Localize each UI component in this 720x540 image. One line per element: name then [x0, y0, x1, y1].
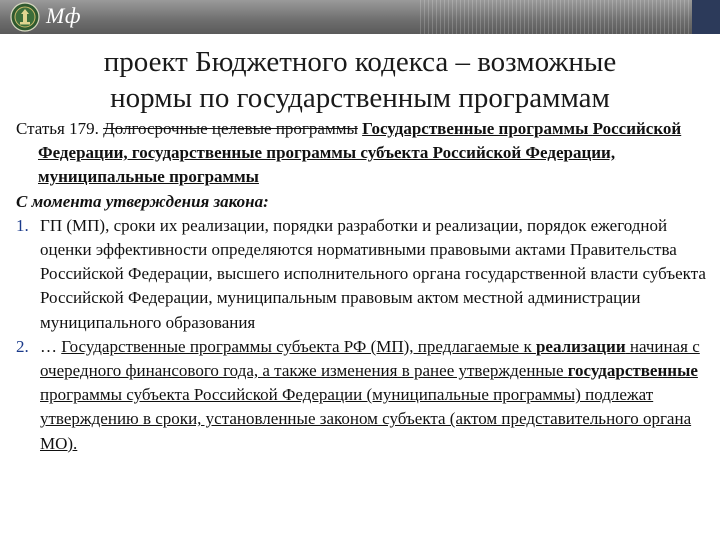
list-item [16, 335, 706, 456]
slide-title [0, 44, 720, 116]
logo-text: Мф [46, 3, 81, 28]
item-text-part: программы субъекта Российской Федерации (муниципальные программы) подлежат утверждению в сроки, установленные законом субъекта (актом представительного органа МО). [40, 385, 692, 453]
item-text: ГП (МП), сроки их реализации, порядки разработки и реализации, порядок ежегодной оценки эффективности определяются нормативными правовыми актами Правительства Российской Федерации, высшего исполнительного органа государственной власти субъекта Российской Федерации, муниципальным правовым актом местной администрации муниципального образования [40, 215, 706, 332]
header-accent-block [692, 0, 720, 34]
item-text-bold: государственные [567, 361, 698, 381]
item-number: 1. [16, 215, 29, 235]
article-new-title: Государственные программы Российской Федерации, государственные программы субъекта Российской Федерации, муниципальные программы [38, 119, 682, 187]
article-old-title: Долгосрочные целевые программы [103, 119, 358, 138]
title-line-2: нормы по государственным программам [110, 82, 610, 114]
slide-body [16, 117, 706, 456]
item-text-bold: реализации [535, 336, 626, 356]
header-stripes [420, 0, 720, 34]
article-paragraph [16, 117, 706, 190]
item-text-part: Государственные программы субъекта РФ (МП), предлагаемые к [61, 336, 536, 356]
header-bar [0, 0, 720, 34]
item-text [40, 335, 706, 456]
title-line-1: проект Бюджетного кодекса – возможные [103, 46, 617, 78]
list-item [16, 214, 706, 335]
moment-heading: С момента утверждения закона: [16, 191, 269, 211]
item-text-part: начиная с очередного финансового года, а также изменения в ранее утвержденные [40, 336, 700, 381]
ministry-emblem-icon [10, 2, 40, 32]
item-ellipsis: … [40, 336, 62, 356]
item-number: 2. [16, 336, 29, 356]
article-label: Статья 179. [16, 119, 99, 138]
